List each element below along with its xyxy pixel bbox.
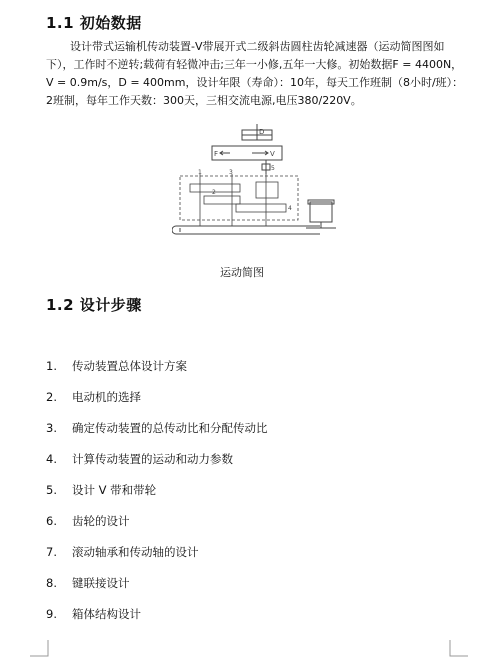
step-number: 2. [46, 390, 57, 404]
label-1: 1 [198, 169, 202, 176]
label-d: D [259, 128, 265, 136]
v-belt-drive [172, 226, 320, 234]
step-text: 键联接设计 [72, 576, 130, 590]
label-4: 4 [288, 205, 292, 212]
step-number: 1. [46, 359, 57, 373]
label-3: 3 [229, 169, 233, 176]
step-text: 齿轮的设计 [72, 514, 130, 528]
step-number: 4. [46, 452, 57, 466]
section-heading-1-2: 1.2 设计步骤 [46, 296, 142, 314]
crop-mark-bottom-left [30, 638, 50, 658]
step-text: 计算传动装置的运动和动力参数 [72, 452, 233, 466]
step-text: 箱体结构设计 [72, 607, 141, 621]
step-number: 6. [46, 514, 57, 528]
step-number: 7. [46, 545, 57, 559]
conveyor-belt [212, 146, 282, 160]
label-v: V [270, 150, 275, 158]
step-text: 电动机的选择 [72, 390, 141, 404]
motion-schematic-diagram [172, 122, 342, 242]
step-text: 确定传动装置的总传动比和分配传动比 [72, 421, 268, 435]
step-number: 9. [46, 607, 57, 621]
label-f: F [214, 150, 219, 158]
section-heading-1-1: 1.1 初始数据 [46, 14, 142, 32]
conveyor-drum [242, 124, 272, 140]
step-number: 5. [46, 483, 57, 497]
step-number: 8. [46, 576, 57, 590]
step-text: 设计 V 带和带轮 [72, 483, 157, 497]
step-text: 滚动轴承和传动轴的设计 [72, 545, 199, 559]
diagram-caption: 运动简图 [220, 266, 264, 279]
coupling [262, 160, 275, 174]
step-text: 传动装置总体设计方案 [72, 359, 187, 373]
crop-mark-bottom-right [448, 638, 468, 658]
step-number: 3. [46, 421, 57, 435]
label-2: 2 [212, 189, 216, 196]
reducer-housing [180, 169, 298, 226]
initial-data-paragraph: 设计带式运输机传动装置-V带展开式二级斜齿圆柱齿轮减速器（运动简图图如下），工作时不逆转;载荷有轻微冲击;三年一小修,五年一大修。初始数据F = 4400N，V = 0.9m/s，D = 400mm，设计年限（寿命）：10年，每天工作班制（8小时/班）：2班制，每年工作天数：300天，三相交流电源,电压380/220V。 [46, 40, 464, 107]
label-5: 5 [271, 165, 275, 172]
electric-motor [306, 200, 336, 228]
